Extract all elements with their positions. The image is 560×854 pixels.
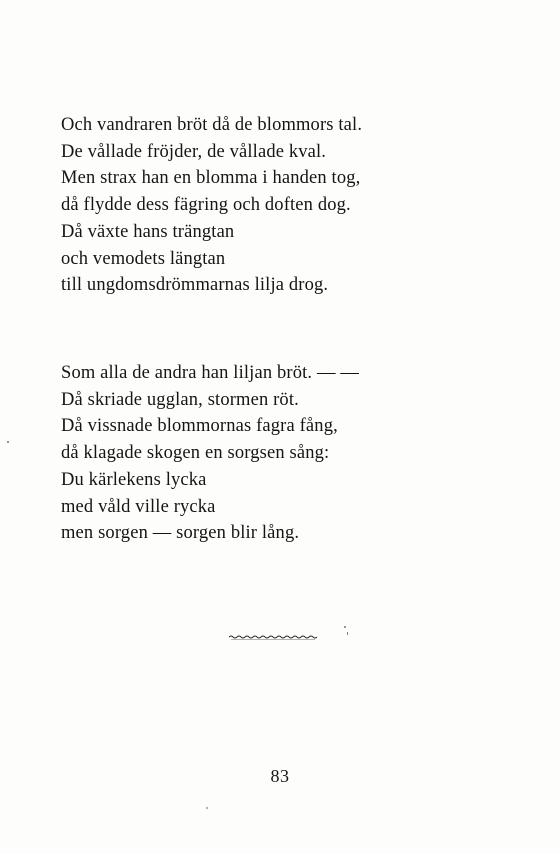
poem-line: till ungdomsdrömmarnas lilja drog. <box>61 275 329 296</box>
ink-speck <box>206 807 208 809</box>
poem-line: och vemodets längtan <box>61 248 226 269</box>
wavy-line-ornament-icon <box>229 632 319 642</box>
poem-line: med våld ville rycka <box>61 496 216 517</box>
ink-speck <box>344 626 346 628</box>
poem-line: Då växte hans trängtan <box>61 221 235 242</box>
poem-line: Du kärlekens lycka <box>61 469 207 490</box>
poem-line: då flydde dess fägring och doften dog. <box>61 195 351 216</box>
poem-stanza-2 <box>61 360 359 547</box>
page-number: 83 <box>270 766 290 786</box>
poem-line: De vållade fröjder, de vållade kval. <box>61 141 327 162</box>
poem-line: Då skriade ugglan, stormen röt. <box>61 389 299 410</box>
poem-line: då klagade skogen en sorgsen sång: <box>61 443 330 464</box>
poem-line: Som alla de andra han liljan bröt. — — <box>61 363 360 383</box>
poem-line: Då vissnade blommornas fagra fång, <box>61 416 338 437</box>
poem-stanza-1 <box>61 112 362 299</box>
poem-line: Och vandraren bröt då de blommors tal. <box>61 115 363 135</box>
ink-speck <box>347 632 348 635</box>
poem-line: men sorgen — sorgen blir lång. <box>61 523 300 544</box>
ink-speck <box>7 441 9 443</box>
poem-line: Men strax han en blomma i handen tog, <box>61 168 361 189</box>
